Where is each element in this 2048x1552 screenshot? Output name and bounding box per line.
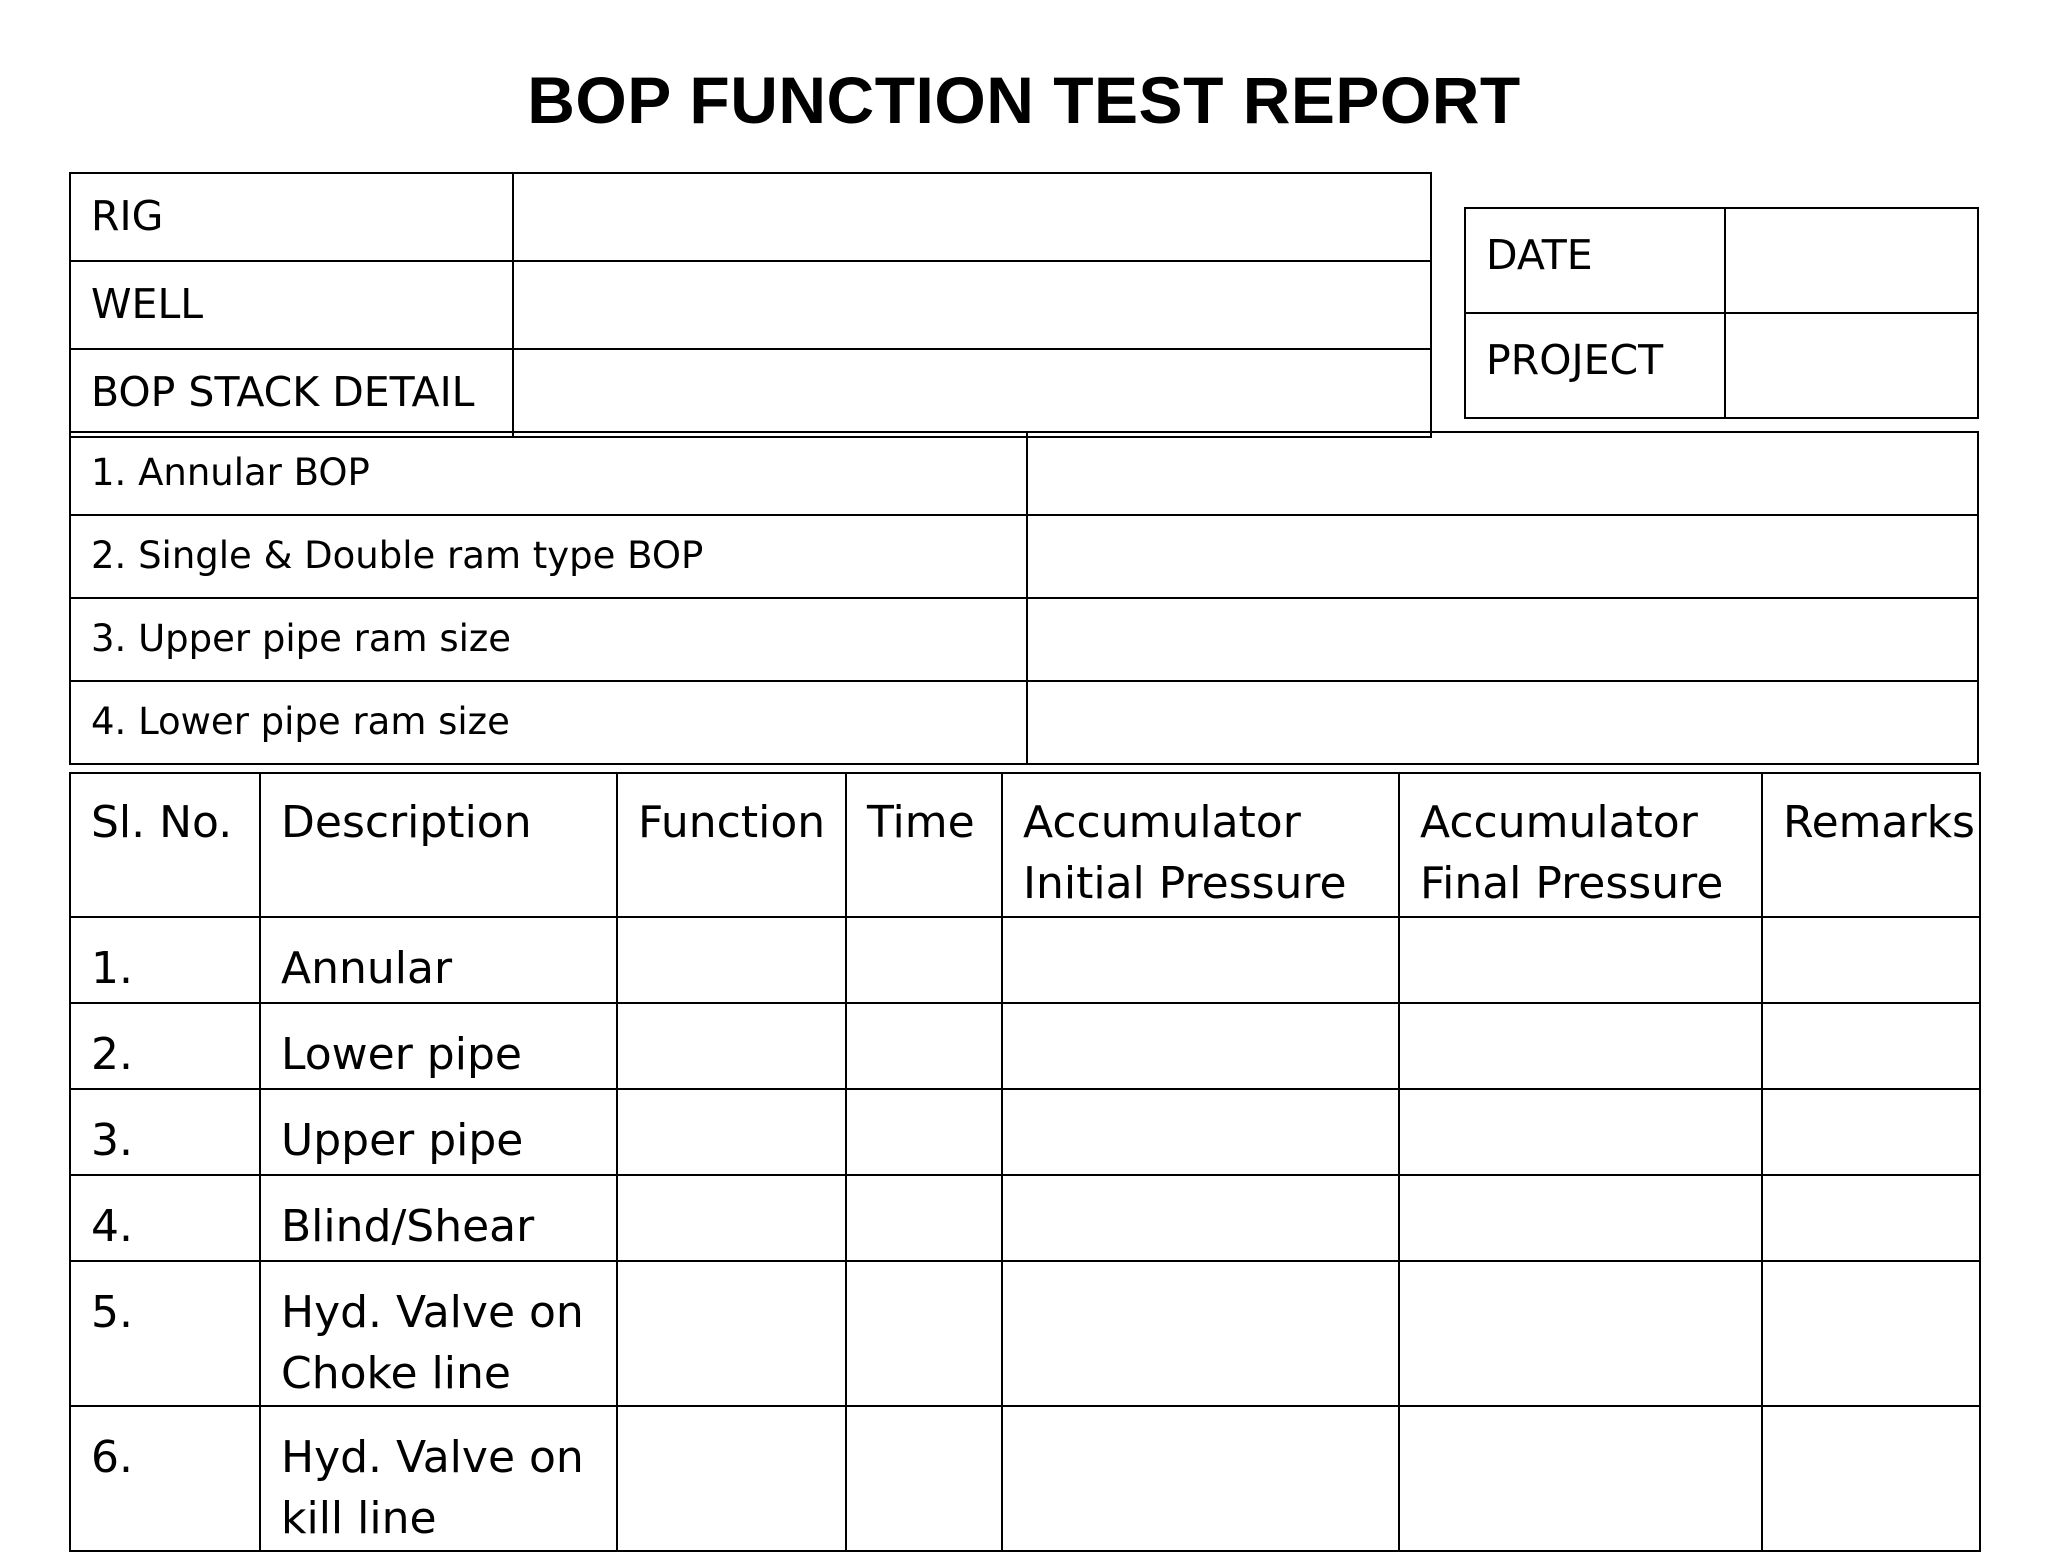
table-row [70,917,1980,1003]
row-description: Lower pipe [260,1003,617,1089]
stack-item-label: 3. Upper pipe ram size [70,598,1027,681]
col-header-time: Time [846,773,1002,917]
row-description: Annular [260,917,617,1003]
acc-final-cell[interactable] [1399,1003,1762,1089]
project-field[interactable] [1725,313,1978,418]
remarks-cell[interactable] [1762,1261,1980,1406]
stack-item-field[interactable] [1027,432,1978,515]
time-cell[interactable] [846,1175,1002,1261]
date-row [1465,208,1978,313]
row-description: Blind/Shear [260,1175,617,1261]
stack-item-row [70,515,1978,598]
row-description [260,1261,617,1406]
rig-info-table [69,172,1432,438]
acc-initial-cell[interactable] [1002,917,1399,1003]
remarks-cell[interactable] [1762,1406,1980,1551]
well-field[interactable] [513,261,1431,349]
stack-item-label: 2. Single & Double ram type BOP [70,515,1027,598]
col-header-sl-no: Sl. No. [70,773,260,917]
stack-item-field[interactable] [1027,515,1978,598]
function-cell[interactable] [617,1406,846,1551]
row-number: 5. [70,1261,260,1406]
bop-stack-items-table [69,431,1979,765]
stack-item-row [70,598,1978,681]
project-row [1465,313,1978,418]
function-cell[interactable] [617,1261,846,1406]
function-cell[interactable] [617,1175,846,1261]
function-cell[interactable] [617,1089,846,1175]
col-header-acc-final-line2: Final Pressure [1420,858,1724,909]
row-number: 4. [70,1175,260,1261]
col-header-remarks: Remarks [1762,773,1980,917]
table-row [70,1261,1980,1406]
col-header-acc-initial [1002,773,1399,917]
col-header-function: Function [617,773,846,917]
acc-final-cell[interactable] [1399,1175,1762,1261]
acc-final-cell[interactable] [1399,917,1762,1003]
row-number: 2. [70,1003,260,1089]
acc-final-cell[interactable] [1399,1406,1762,1551]
well-row [70,261,1431,349]
col-header-acc-final [1399,773,1762,917]
date-project-table [1464,207,1979,419]
remarks-cell[interactable] [1762,1175,1980,1261]
rig-label: RIG [70,173,513,261]
acc-initial-cell[interactable] [1002,1003,1399,1089]
function-cell[interactable] [617,1003,846,1089]
col-header-acc-initial-line2: Initial Pressure [1023,858,1347,909]
acc-initial-cell[interactable] [1002,1089,1399,1175]
remarks-cell[interactable] [1762,917,1980,1003]
stack-item-label: 4. Lower pipe ram size [70,681,1027,764]
page-title: BOP FUNCTION TEST REPORT [527,63,1521,137]
row-description-line2: Choke line [281,1348,511,1399]
acc-initial-cell[interactable] [1002,1406,1399,1551]
row-description-line1: Hyd. Valve on [281,1432,584,1483]
bop-stack-field[interactable] [513,349,1431,437]
function-test-table [69,772,1981,1552]
row-description-line1: Hyd. Valve on [281,1287,584,1338]
table-header-row [70,773,1980,917]
date-label: DATE [1465,208,1725,313]
time-cell[interactable] [846,917,1002,1003]
row-description [260,1406,617,1551]
bop-stack-label: BOP STACK DETAIL [70,349,513,437]
stack-item-field[interactable] [1027,598,1978,681]
stack-item-row [70,681,1978,764]
row-description: Upper pipe [260,1089,617,1175]
time-cell[interactable] [846,1089,1002,1175]
project-label: PROJECT [1465,313,1725,418]
col-header-description: Description [260,773,617,917]
stack-item-label: 1. Annular BOP [70,432,1027,515]
date-field[interactable] [1725,208,1978,313]
well-label: WELL [70,261,513,349]
time-cell[interactable] [846,1261,1002,1406]
time-cell[interactable] [846,1406,1002,1551]
row-number: 3. [70,1089,260,1175]
row-number: 1. [70,917,260,1003]
table-row [70,1175,1980,1261]
stack-item-field[interactable] [1027,681,1978,764]
acc-initial-cell[interactable] [1002,1261,1399,1406]
row-number: 6. [70,1406,260,1551]
time-cell[interactable] [846,1003,1002,1089]
col-header-acc-initial-line1: Accumulator [1023,797,1301,848]
remarks-cell[interactable] [1762,1003,1980,1089]
bop-stack-row [70,349,1431,437]
table-row [70,1003,1980,1089]
acc-initial-cell[interactable] [1002,1175,1399,1261]
table-row [70,1089,1980,1175]
row-description-line2: kill line [281,1493,437,1544]
acc-final-cell[interactable] [1399,1089,1762,1175]
function-cell[interactable] [617,917,846,1003]
stack-item-row [70,432,1978,515]
acc-final-cell[interactable] [1399,1261,1762,1406]
rig-field[interactable] [513,173,1431,261]
table-row [70,1406,1980,1551]
col-header-acc-final-line1: Accumulator [1420,797,1698,848]
rig-row [70,173,1431,261]
remarks-cell[interactable] [1762,1089,1980,1175]
